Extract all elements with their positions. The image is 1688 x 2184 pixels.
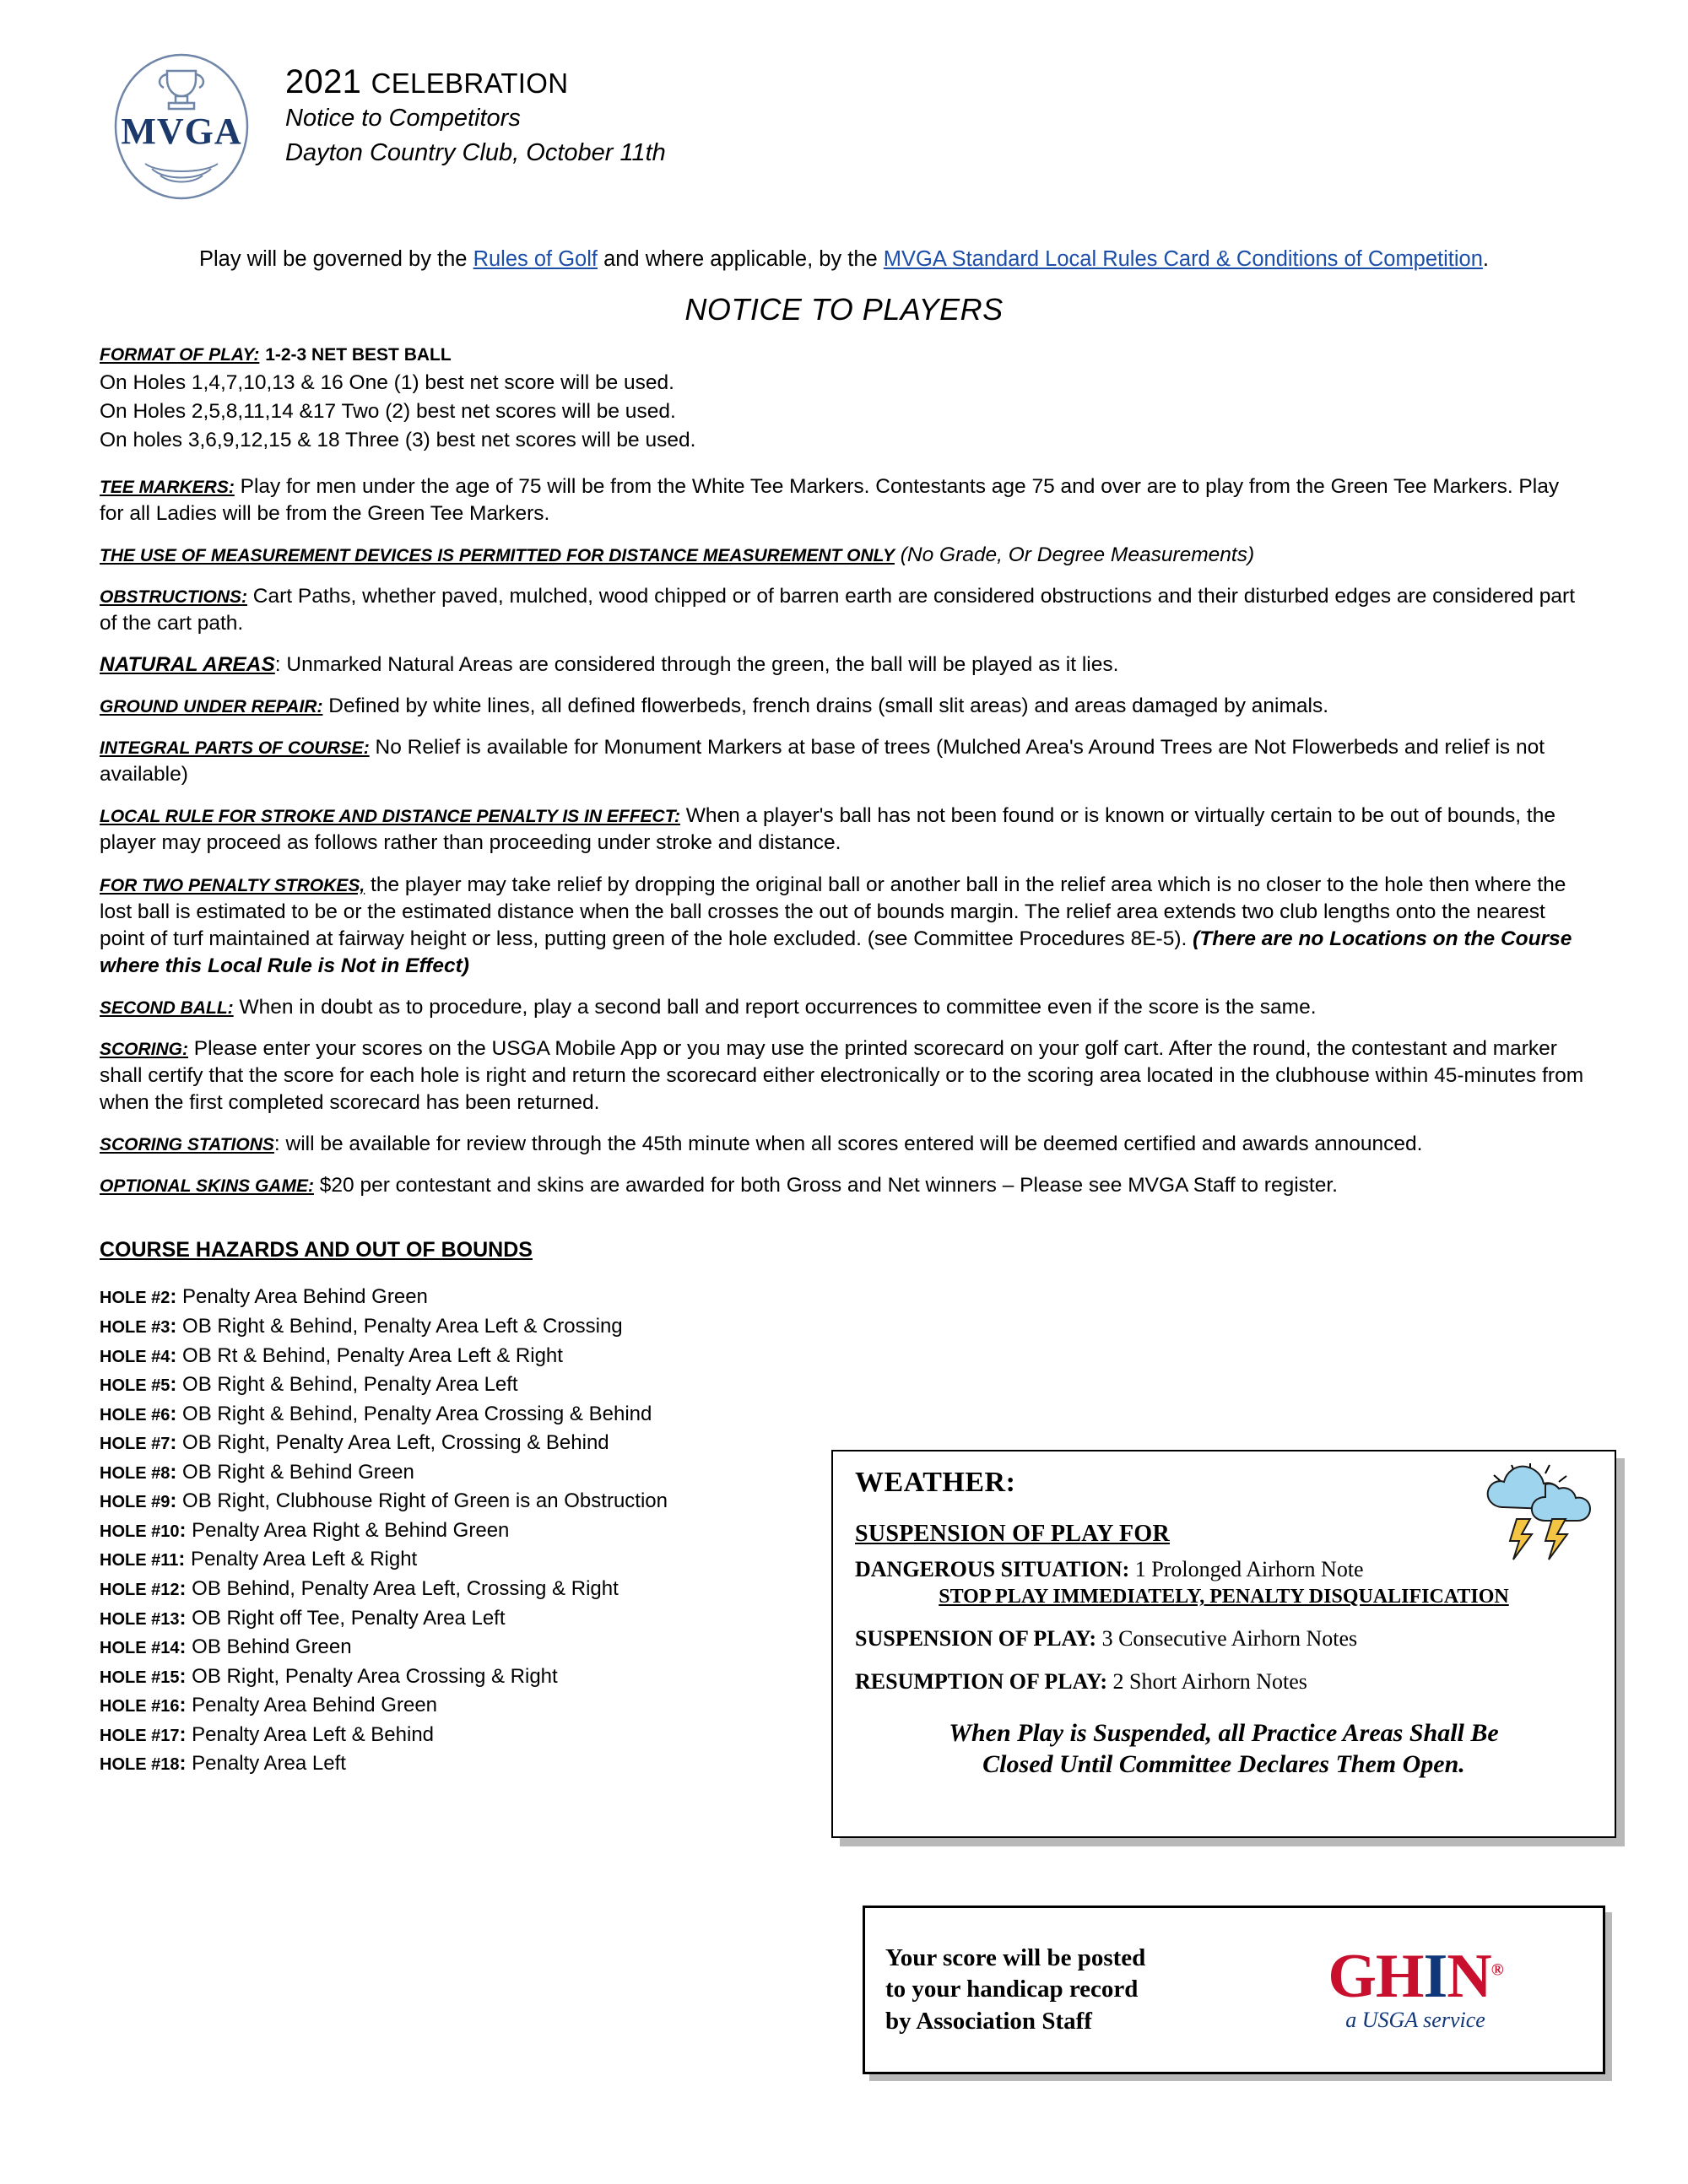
resumption-of-play-value: 2 Short Airhorn Notes xyxy=(1107,1669,1307,1695)
ghin-message xyxy=(885,1943,1248,2036)
hole-sep: : xyxy=(179,1722,187,1746)
ground-under-repair-paragraph xyxy=(100,693,1588,720)
hole-desc: OB Right & Behind, Penalty Area Left & Crossing xyxy=(176,1315,623,1338)
format-line-3: On holes 3,6,9,12,15 & 18 Three (3) best net scores will be used. xyxy=(100,429,696,452)
second-ball-paragraph xyxy=(100,994,1588,1021)
scoring-stations-label: SCORING STATIONS xyxy=(100,1135,274,1155)
scoring-stations-paragraph xyxy=(100,1131,1588,1158)
scoring-text: Please enter your scores on the USGA Mobile App or you may use the printed scorecard on your golf cart. After the round, the contestant and marker shall certify that the score for each hole is right and return the scorecard either electronically or to the scoring area located in the clubhouse within 45-minutes from when the first completed scorecard has been returned. xyxy=(100,1037,1584,1115)
hole-desc: Penalty Area Behind Green xyxy=(176,1285,428,1309)
scoring-paragraph xyxy=(100,1035,1588,1116)
hole-sep: : xyxy=(179,1606,187,1630)
resumption-of-play-line xyxy=(855,1668,1593,1695)
hole-label: HOLE #2 xyxy=(100,1289,170,1308)
hole-label: HOLE #3 xyxy=(100,1318,170,1338)
intro-post: . xyxy=(1482,247,1490,271)
two-penalty-strokes-italic-tail: (There are no Locations on the Course where this Local Rule is Not in Effect) xyxy=(100,927,1572,977)
intro-pre: Play will be governed by the xyxy=(198,247,473,271)
hole-desc: Penalty Area Left xyxy=(186,1752,346,1776)
hole-sep: : xyxy=(179,1576,187,1600)
hole-sep: : xyxy=(170,1315,177,1338)
course-hazards-list xyxy=(100,1283,859,1778)
dangerous-situation-value: 1 Prolonged Airhorn Note xyxy=(1129,1557,1364,1581)
obstructions-label: OBSTRUCTIONS: xyxy=(100,587,247,607)
format-of-play-label: FORMAT OF PLAY: xyxy=(100,345,260,365)
list-item xyxy=(100,1429,859,1458)
list-item xyxy=(100,1370,859,1400)
rules-of-golf-link[interactable]: Rules of Golf xyxy=(473,247,598,271)
hole-label: HOLE #15 xyxy=(100,1668,180,1687)
hole-sep: : xyxy=(170,1431,177,1455)
hole-desc: OB Behind Green xyxy=(186,1635,352,1659)
hole-desc: Penalty Area Right & Behind Green xyxy=(186,1518,510,1542)
hole-sep: : xyxy=(179,1752,187,1776)
hole-label: HOLE #12 xyxy=(100,1580,180,1599)
list-item xyxy=(100,1283,859,1312)
scoring-label: SCORING: xyxy=(100,1040,188,1060)
ghin-line-1: Your score will be posted xyxy=(885,1944,1146,1972)
second-ball-text: When in doubt as to procedure, play a second ball and report occurrences to committee even if the score is the same. xyxy=(233,995,1317,1019)
measurement-devices-text: (No Grade, Or Degree Measurements) xyxy=(894,543,1255,566)
optional-skins-label: OPTIONAL SKINS GAME: xyxy=(100,1176,314,1197)
suspension-of-play-value: 3 Consecutive Airhorn Notes xyxy=(1096,1626,1358,1652)
list-item xyxy=(100,1312,859,1342)
practice-areas-closing-note xyxy=(855,1717,1593,1781)
format-of-play-value: 1-2-3 NET BEST BALL xyxy=(265,345,452,365)
tee-markers-paragraph xyxy=(100,473,1588,527)
local-rule-text: When a player's ball has not been found or is known or virtually certain to be out of bounds, the player may proceed as follows rather than proceeding under stroke and distance. xyxy=(100,804,1555,855)
natural-areas-label: NATURAL AREAS xyxy=(100,652,275,676)
local-rule-label: LOCAL RULE FOR STROKE AND DISTANCE PENALTY IS IN EFFECT: xyxy=(100,807,680,827)
course-hazards-heading: COURSE HAZARDS AND OUT OF BOUNDS xyxy=(100,1238,533,1262)
list-item xyxy=(100,1749,859,1779)
ground-under-repair-text: Defined by white lines, all defined flowerbeds, french drains (small slit areas) and areas damaged by animals. xyxy=(322,695,1329,718)
closing-line-2: Closed Until Committee Declares Them Open. xyxy=(982,1750,1465,1779)
local-rule-paragraph xyxy=(100,803,1588,857)
dangerous-situation-label: DANGEROUS SITUATION: xyxy=(855,1557,1130,1581)
ghin-tagline: a USGA service xyxy=(1345,2008,1485,2033)
hole-desc: OB Right & Behind, Penalty Area Left xyxy=(176,1373,518,1397)
suspension-of-play-for-heading: SUSPENSION OF PLAY FOR xyxy=(855,1521,1170,1547)
optional-skins-text: $20 per contestant and skins are awarded for both Gross and Net winners – Please see MVGA Staff to register. xyxy=(313,1174,1338,1197)
ghin-logo xyxy=(1248,1941,1582,2033)
list-item xyxy=(100,1487,859,1516)
hole-label: HOLE #14 xyxy=(100,1639,180,1658)
ghin-line-3: by Association Staff xyxy=(885,2007,1092,2035)
integral-parts-text: No Relief is available for Monument Markers at base of trees (Mulched Area's Around Trees are Not Flowerbeds and relief is not available) xyxy=(100,736,1545,787)
mvga-logo xyxy=(101,49,262,205)
hole-label: HOLE #4 xyxy=(100,1347,170,1366)
storm-cloud-icon xyxy=(1464,1463,1599,1565)
optional-skins-paragraph xyxy=(100,1172,1588,1199)
tee-markers-text: Play for men under the age of 75 will be from the White Tee Markers. Contestants age 75 and over are to play from the Green Tee Markers. Play for all Ladies will be from the Green Tee Markers. xyxy=(100,474,1560,525)
hole-desc: Penalty Area Left & Behind xyxy=(186,1722,435,1746)
list-item xyxy=(100,1400,859,1430)
weather-panel xyxy=(831,1450,1616,1838)
hole-sep: : xyxy=(170,1343,177,1367)
list-item xyxy=(100,1575,859,1604)
obstructions-paragraph xyxy=(100,583,1588,637)
format-line-2: On Holes 2,5,8,11,14 &17 Two (2) best net scores will be used. xyxy=(100,400,676,424)
hole-sep: : xyxy=(179,1664,187,1688)
resumption-of-play-label: RESUMPTION OF PLAY: xyxy=(855,1669,1108,1695)
tee-markers-label: TEE MARKERS: xyxy=(100,477,235,497)
hole-sep: : xyxy=(178,1548,186,1571)
two-penalty-strokes-label: FOR TWO PENALTY STROKES, xyxy=(100,875,365,895)
svg-text:MVGA: MVGA xyxy=(121,111,242,152)
list-item xyxy=(100,1458,859,1488)
hole-desc: OB Right, Penalty Area Left, Crossing & Behind xyxy=(176,1431,609,1455)
title-year: 2021 xyxy=(285,63,362,100)
weather-title-text: WEATHER: xyxy=(855,1467,1016,1498)
document-subtitle-1: Notice to Competitors xyxy=(285,105,521,132)
document-subtitle-2: Dayton Country Club, October 11th xyxy=(285,139,666,167)
scoring-stations-text: : will be available for review through the 45th minute when all scores entered will be deemed certified and awards announced. xyxy=(273,1133,1423,1156)
hole-desc: OB Right & Behind Green xyxy=(176,1460,414,1484)
hole-sep: : xyxy=(170,1489,177,1513)
ghin-i: I xyxy=(1423,1941,1447,2011)
hole-desc: Penalty Area Behind Green xyxy=(186,1694,438,1717)
local-rules-card-link[interactable]: MVGA Standard Local Rules Card & Conditions of Competition xyxy=(883,247,1483,271)
format-of-play-line xyxy=(100,341,1588,368)
hole-sep: : xyxy=(179,1694,187,1717)
hole-label: HOLE #13 xyxy=(100,1609,180,1629)
hole-desc: OB Right, Clubhouse Right of Green is an Obstruction xyxy=(176,1489,668,1513)
ghin-panel xyxy=(863,1906,1605,2074)
hole-label: HOLE #9 xyxy=(100,1493,170,1512)
natural-areas-paragraph xyxy=(100,651,1588,678)
hole-label: HOLE #5 xyxy=(100,1376,170,1396)
stop-play-warning: STOP PLAY IMMEDIATELY, PENALTY DISQUALIFICATION xyxy=(939,1586,1509,1608)
document-header xyxy=(0,0,1688,205)
hole-desc: Penalty Area Left & Right xyxy=(185,1548,418,1571)
suspension-of-play-line xyxy=(855,1625,1593,1652)
hole-label: HOLE #10 xyxy=(100,1522,180,1541)
hole-label: HOLE #16 xyxy=(100,1697,180,1716)
measurement-devices-paragraph xyxy=(100,542,1588,569)
ground-under-repair-label: GROUND UNDER REPAIR: xyxy=(100,697,323,717)
hole-label: HOLE #17 xyxy=(100,1726,180,1745)
list-item xyxy=(100,1721,859,1750)
ghin-gh: GH xyxy=(1328,1941,1424,2011)
hole-sep: : xyxy=(170,1373,177,1397)
list-item xyxy=(100,1662,859,1692)
header-text-block xyxy=(285,49,666,169)
hole-label: HOLE #18 xyxy=(100,1755,180,1775)
suspension-of-play-label: SUSPENSION OF PLAY: xyxy=(855,1626,1097,1652)
notice-to-players-heading: NOTICE TO PLAYERS xyxy=(684,292,1004,327)
list-item xyxy=(100,1545,859,1575)
governing-rules-line xyxy=(100,246,1588,273)
hole-sep: : xyxy=(179,1635,187,1659)
hole-desc: OB Right, Penalty Area Crossing & Right xyxy=(186,1664,558,1688)
hole-sep: : xyxy=(170,1285,177,1309)
list-item xyxy=(100,1633,859,1662)
hole-label: HOLE #6 xyxy=(100,1405,170,1424)
measurement-devices-label: THE USE OF MEASUREMENT DEVICES IS PERMITTED FOR DISTANCE MEASUREMENT ONLY xyxy=(100,545,895,565)
hole-desc: OB Behind, Penalty Area Left, Crossing & Right xyxy=(186,1576,619,1600)
hole-label: HOLE #7 xyxy=(100,1435,170,1454)
natural-areas-text: : Unmarked Natural Areas are considered through the green, the ball will be played as it lies. xyxy=(274,652,1119,676)
title-word: CELEBRATION xyxy=(371,68,569,99)
ghin-wordmark xyxy=(1248,1941,1582,2011)
hole-label: HOLE #8 xyxy=(100,1463,170,1483)
list-item xyxy=(100,1691,859,1721)
hole-sep: : xyxy=(179,1518,187,1542)
second-ball-label: SECOND BALL: xyxy=(100,997,234,1018)
list-item xyxy=(100,1604,859,1634)
hole-sep: : xyxy=(170,1402,177,1425)
format-line-1: On Holes 1,4,7,10,13 & 16 One (1) best net score will be used. xyxy=(100,371,674,395)
hole-desc: OB Rt & Behind, Penalty Area Left & Right xyxy=(176,1343,563,1367)
hole-sep: : xyxy=(170,1460,177,1484)
integral-parts-label: INTEGRAL PARTS OF COURSE: xyxy=(100,738,370,759)
document-title xyxy=(285,64,666,100)
ghin-n: N xyxy=(1447,1941,1491,2011)
obstructions-text: Cart Paths, whether paved, mulched, wood chipped or of barren earth are considered obstructions and their disturbed edges are considered part of the cart path. xyxy=(100,584,1576,635)
list-item xyxy=(100,1342,859,1371)
intro-mid: and where applicable, by the xyxy=(597,247,884,271)
ghin-line-2: to your handicap record xyxy=(885,1976,1139,2003)
integral-parts-paragraph xyxy=(100,734,1588,788)
hole-desc: OB Right & Behind, Penalty Area Crossing & Behind xyxy=(176,1402,652,1425)
list-item xyxy=(100,1516,859,1546)
closing-line-1: When Play is Suspended, all Practice Areas Shall Be xyxy=(949,1718,1499,1747)
hole-label: HOLE #11 xyxy=(100,1551,179,1570)
registered-mark: ® xyxy=(1491,1960,1503,1980)
two-penalty-strokes-text: the player may take relief by dropping the original ball or another ball in the relief area which is no closer to the hole then where the lost ball is estimated to be or the estimated distance when the ball crosses the out of bounds margin. The relief area extends two club lengths onto the nearest point of turf maintained at fairway height or less, putting green of the hole excluded. (see Committee Procedures 8E-5). xyxy=(100,873,1566,950)
hole-desc: OB Right off Tee, Penalty Area Left xyxy=(186,1606,506,1630)
two-penalty-strokes-paragraph xyxy=(100,872,1588,980)
